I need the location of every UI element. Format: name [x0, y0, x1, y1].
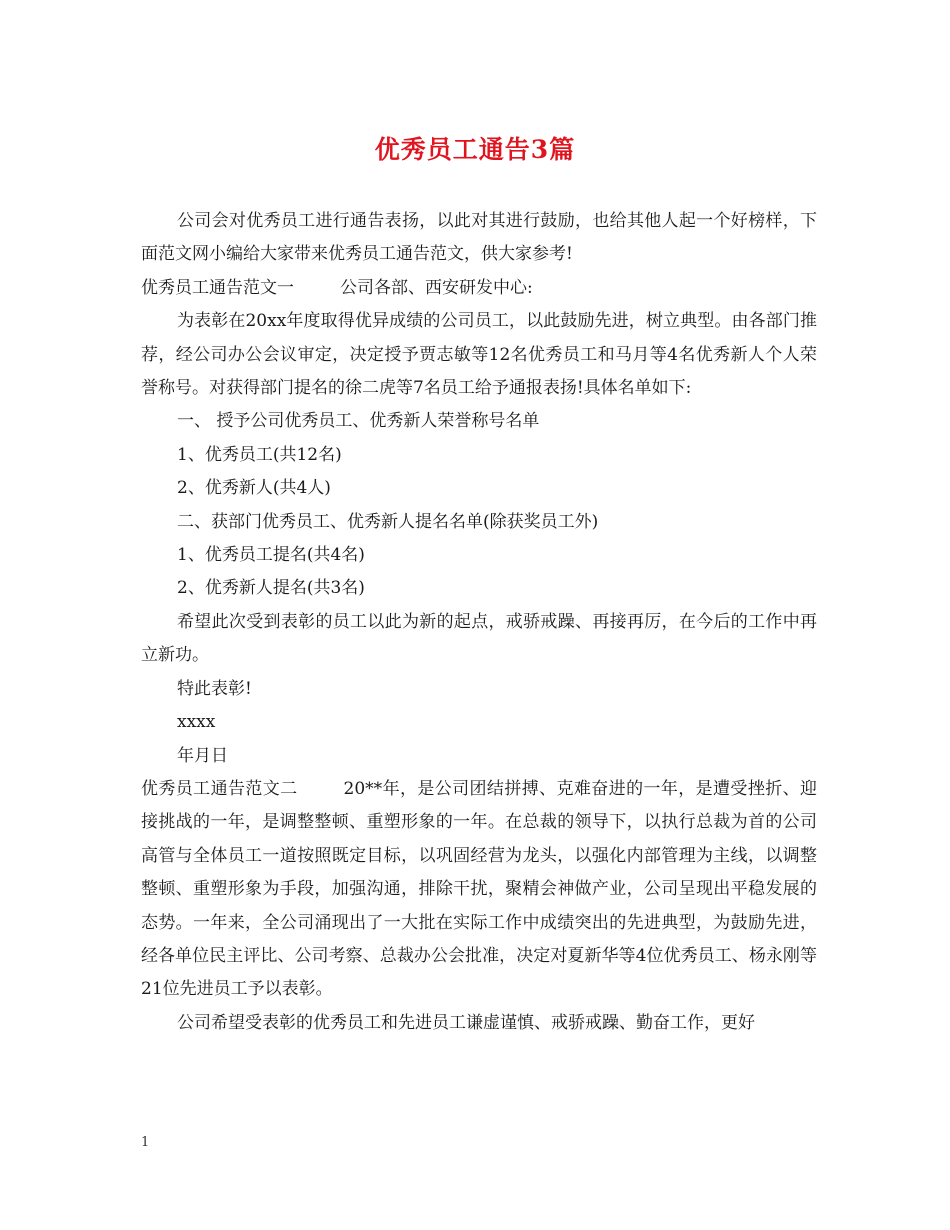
date-line: 年月日 [177, 745, 228, 766]
sample2-body: 20**年，是公司团结拼搏、克难奋进的一年，是遭受挫折、迎接挑战的一年，是调整整顿、重塑形象的一年。在总裁的领导下，以执行总裁为首的公司高管与全体员工一道按照既定目标，以巩固经营为龙头，以强化内部管理为主线，以调整整顿、重塑形象为手段，加强沟通，排除干扰，聚精会神做产业，公司呈现出平稳发展的态势。一年来，全公司涌现出了一大批在实际工作中成绩突出的先进典型，为鼓励先进，经各单位民主评比、公司考察、总裁办公会批准，决定对夏新华等4位优秀员工、杨永刚等21位先进员工予以表彰。 [141, 778, 818, 1000]
list-item-2-2: 2、优秀新人提名(共3名) [177, 578, 365, 599]
sample1-heading-line [141, 272, 817, 305]
commend-line: 特此表彰! [177, 678, 252, 699]
document-body [141, 205, 817, 1040]
page-number: 1 [141, 1135, 150, 1150]
list-item-1-2: 2、优秀新人(共4人) [177, 478, 331, 499]
sample1-recipient: 公司各部、西安研发中心: [340, 277, 533, 298]
sample1-body-paragraph: 为表彰在20xx年度取得优异成绩的公司员工，以此鼓励先进，树立典型。由各部门推荐，经公司办公会议审定，决定授予贾志敏等12名优秀员工和马月等4名优秀新人个人荣誉称号。对获得部门提名的徐二虎等7名员工给予通报表扬!具体名单如下: [141, 311, 817, 399]
sample2-paragraph [141, 773, 817, 1007]
signature-line: xxxx [177, 712, 216, 733]
sample1-heading: 优秀员工通告范文一 [141, 277, 294, 298]
document-title: 优秀员工通告3篇 [374, 135, 576, 164]
hope-paragraph: 希望此次受到表彰的员工以此为新的起点，戒骄戒躁、再接再厉，在今后的工作中再立新功。 [141, 611, 817, 666]
sample2-heading: 优秀员工通告范文二 [141, 778, 298, 799]
intro-paragraph: 公司会对优秀员工进行通告表扬，以此对其进行鼓励，也给其他人起一个好榜样，下面范文网小编给大家带来优秀员工通告范文，供大家参考! [141, 211, 817, 265]
last-paragraph: 公司希望受表彰的优秀员工和先进员工谦虚谨慎、戒骄戒躁、勤奋工作，更好 [177, 1012, 755, 1033]
list-item-2-1: 1、优秀员工提名(共4名) [177, 545, 365, 566]
list-heading-1: 一、 授予公司优秀员工、优秀新人荣誉称号名单 [177, 411, 540, 432]
list-heading-2: 二、获部门优秀员工、优秀新人提名名单(除获奖员工外) [177, 511, 599, 532]
list-item-1-1: 1、优秀员工(共12名) [177, 444, 342, 465]
